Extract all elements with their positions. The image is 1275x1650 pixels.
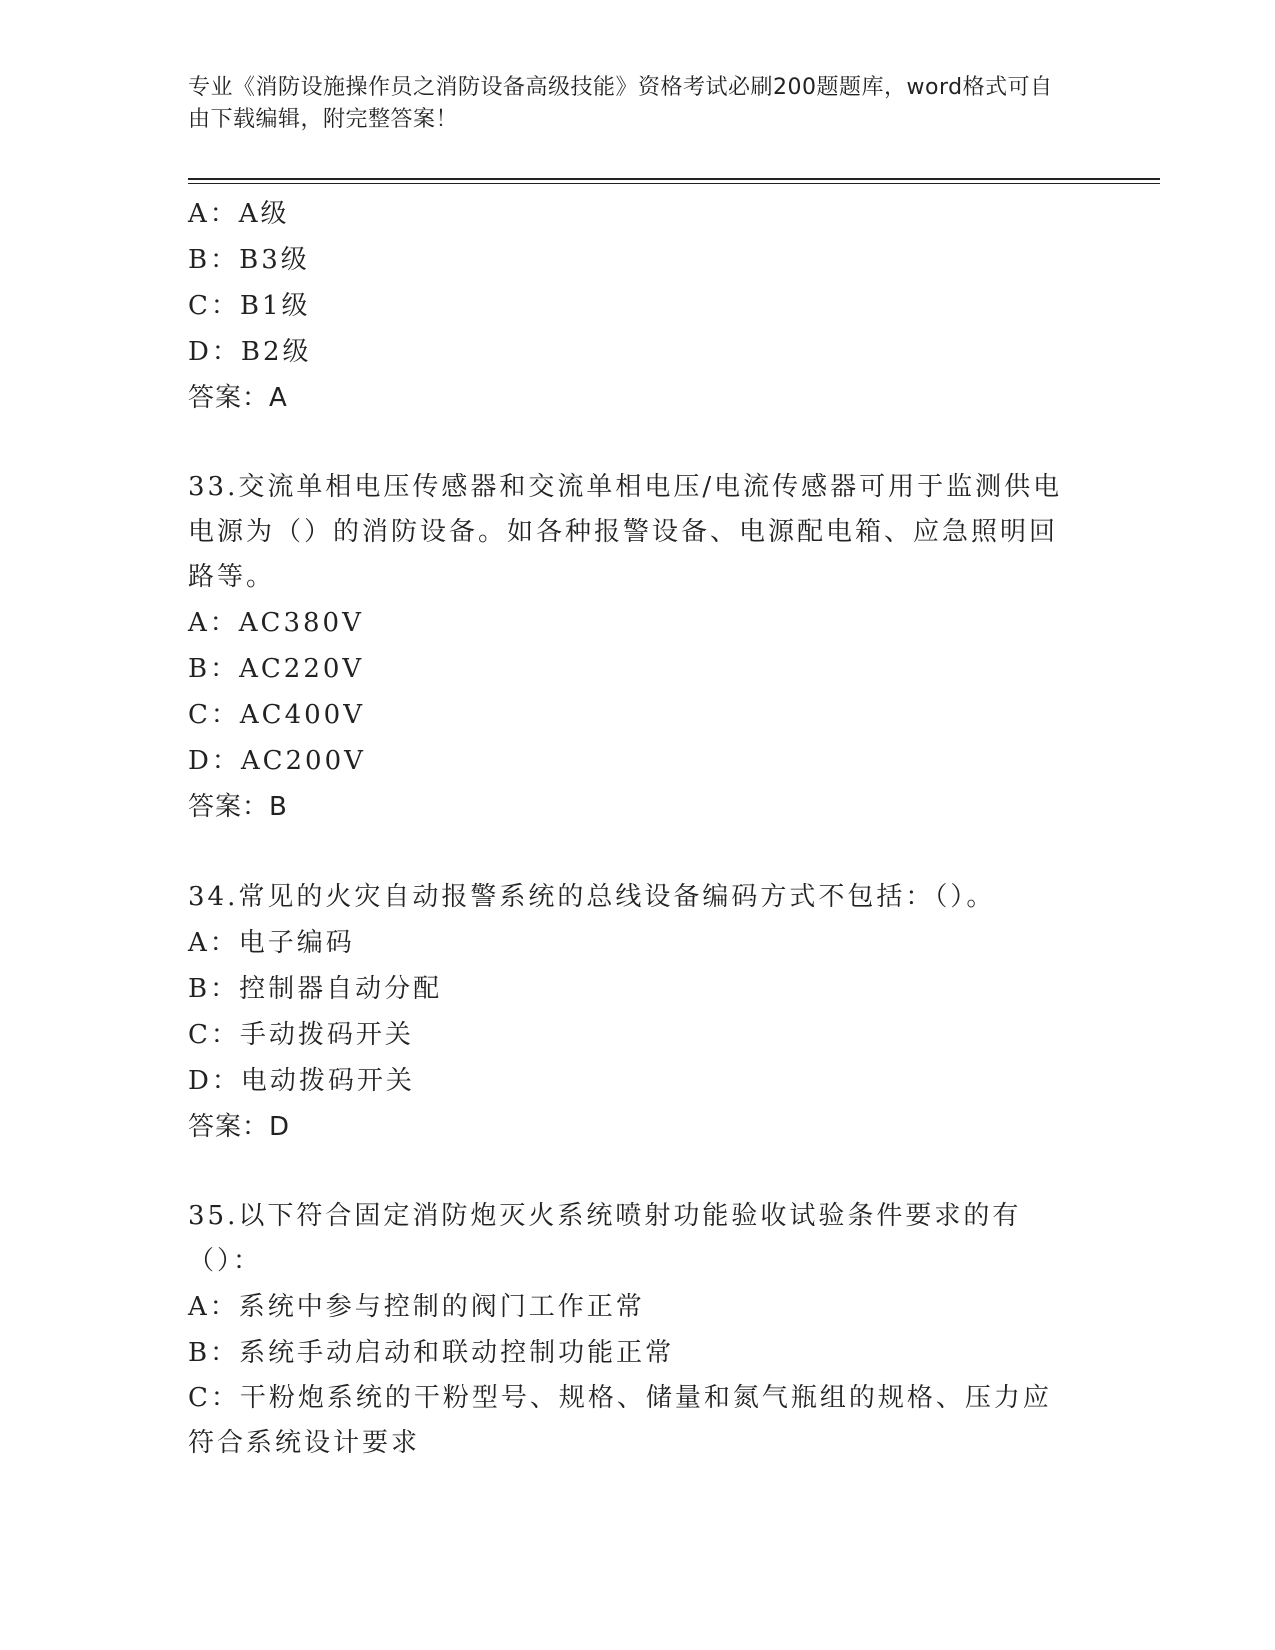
option-d: D：电动拨码开关 bbox=[188, 1066, 415, 1096]
document-header: 专业《消防设施操作员之消防设备高级技能》资格考试必刷200题题库，word格式可自由下载编辑，附完整答案！ bbox=[188, 75, 1053, 132]
question-block-32 bbox=[188, 191, 1078, 421]
option-a: A：系统中参与控制的阀门工作正常 bbox=[188, 1292, 645, 1322]
option-b: B：AC220V bbox=[188, 654, 365, 684]
question-text: 35.以下符合固定消防炮灭火系统喷射功能验收试验条件要求的有（）： bbox=[188, 1201, 1022, 1276]
question-text: 34.常见的火灾自动报警系统的总线设备编码方式不包括：（）。 bbox=[188, 882, 996, 912]
option-c: C：干粉炮系统的干粉型号、规格、储量和氮气瓶组的规格、压力应符合系统设计要求 bbox=[188, 1383, 1052, 1458]
option-b: B：B3级 bbox=[188, 245, 310, 275]
option-c: C：AC400V bbox=[188, 700, 365, 730]
header-divider-thick bbox=[188, 178, 1160, 180]
option-b: B：系统手动启动和联动控制功能正常 bbox=[188, 1338, 675, 1368]
header-divider-thin bbox=[188, 183, 1160, 184]
option-d: D：B2级 bbox=[188, 337, 312, 367]
question-block-33 bbox=[188, 465, 1078, 830]
option-a: A：AC380V bbox=[188, 608, 364, 638]
question-block-35 bbox=[188, 1194, 1078, 1466]
option-c: C：手动拨码开关 bbox=[188, 1020, 414, 1050]
answer-line: 答案：B bbox=[188, 792, 288, 822]
option-b: B：控制器自动分配 bbox=[188, 974, 443, 1004]
option-d: D：AC200V bbox=[188, 746, 366, 776]
answer-line: 答案：D bbox=[188, 1112, 291, 1142]
option-a: A：A级 bbox=[188, 199, 290, 229]
question-block-34 bbox=[188, 874, 1078, 1150]
option-c: C：B1级 bbox=[188, 291, 311, 321]
document-body bbox=[188, 191, 1078, 1466]
answer-line: 答案：A bbox=[188, 383, 288, 413]
question-text: 33.交流单相电压传感器和交流单相电压/电流传感器可用于监测供电电源为（）的消防设备。如各种报警设备、电源配电箱、应急照明回路等。 bbox=[188, 472, 1063, 592]
option-a: A：电子编码 bbox=[188, 928, 355, 958]
